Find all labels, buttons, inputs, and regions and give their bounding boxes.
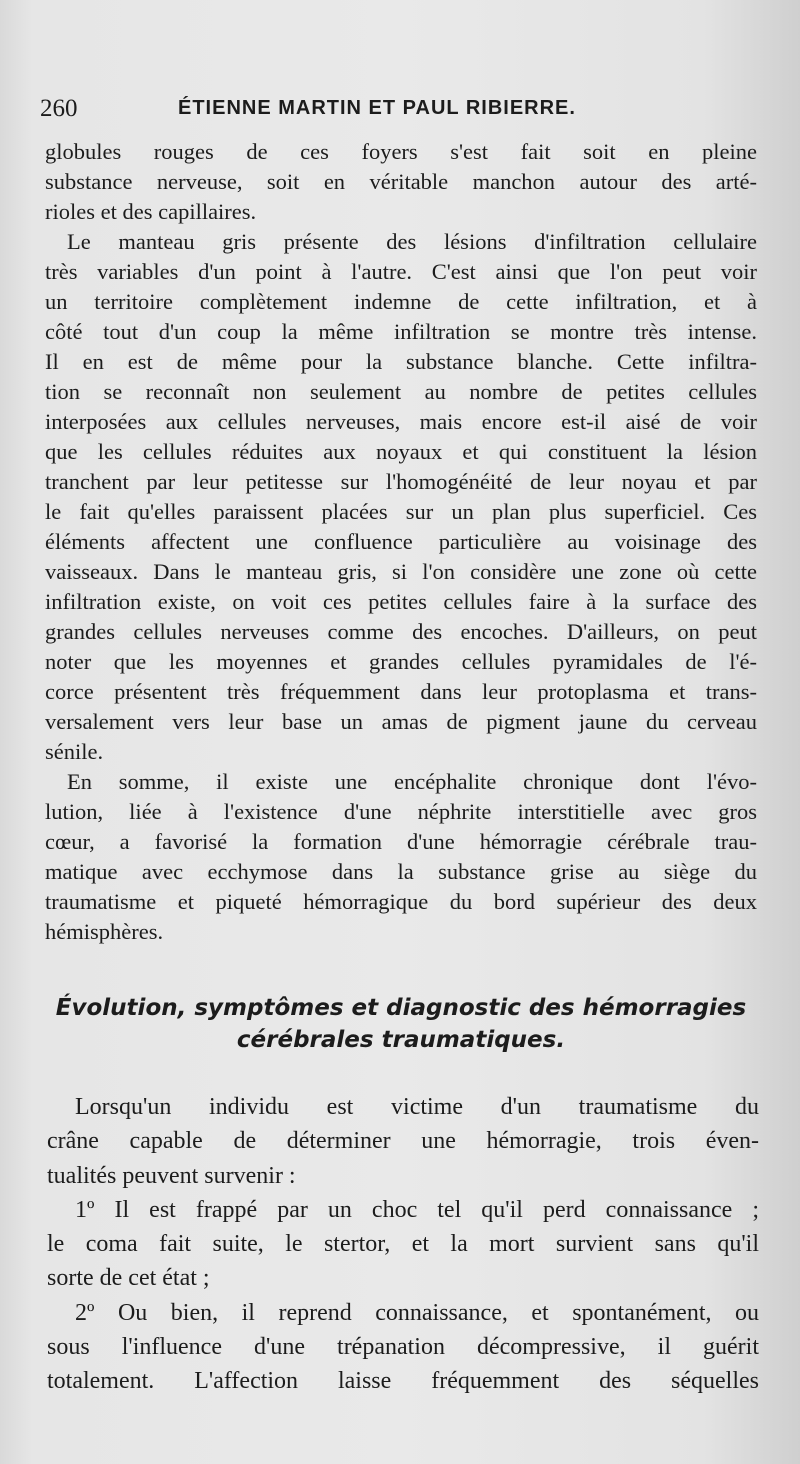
- body-text-top: [45, 137, 757, 947]
- text-line: hémisphères.: [45, 919, 164, 944]
- text-line: éléments affectent une confluence particulière au voisinage des: [45, 529, 757, 554]
- text-line: le fait qu'elles paraissent placées sur un plan plus superficiel. Ces: [45, 499, 757, 524]
- page-number: 260: [40, 95, 78, 122]
- text-line: sorte de cet état ;: [47, 1265, 210, 1292]
- text-line: le coma fait suite, le stertor, et la mort survient sans qu'il: [47, 1231, 759, 1258]
- text-line: tualités peuvent survenir :: [47, 1162, 296, 1189]
- text-line: totalement. L'affection laisse fréquemment des séquelles: [47, 1368, 759, 1395]
- section-title-line-2: cérébrales traumatiques.: [236, 1027, 566, 1053]
- section-title: [45, 992, 757, 1056]
- text-line: Il en est de même pour la substance blanche. Cette infiltra-: [45, 349, 757, 374]
- text-line: globules rouges de ces foyers s'est fait soit en pleine: [45, 139, 757, 164]
- text-line: sous l'influence d'une trépanation décompressive, il guérit: [47, 1334, 759, 1361]
- text-line: un territoire complètement indemne de cette infiltration, et à: [45, 289, 757, 314]
- text-line: En somme, il existe une encéphalite chronique dont l'évo-: [67, 769, 757, 794]
- text-line: 1º Il est frappé par un choc tel qu'il perd connaissance ;: [75, 1196, 759, 1223]
- text-line: tranchent par leur petitesse sur l'homogénéité de leur noyau et par: [45, 469, 757, 494]
- section-title-line-1: Évolution, symptômes et diagnostic des hémorragies: [55, 995, 747, 1021]
- text-line: substance nerveuse, soit en véritable manchon autour des arté-: [45, 169, 757, 194]
- text-line: côté tout d'un coup la même infiltration se montre très intense.: [45, 319, 757, 344]
- text-line: versalement vers leur base un amas de pigment jaune du cerveau: [45, 709, 757, 734]
- running-head: ÉTIENNE MARTIN ET PAUL RIBIERRE.: [178, 97, 576, 119]
- page-header: [40, 95, 760, 125]
- text-line: très variables d'un point à l'autre. C'est ainsi que l'on peut voir: [45, 259, 757, 284]
- text-line: tion se reconnaît non seulement au nombre de petites cellules: [45, 379, 757, 404]
- text-line: 2º Ou bien, il reprend connaissance, et spontanément, ou: [75, 1299, 759, 1326]
- text-line: matique avec ecchymose dans la substance grise au siège du: [45, 859, 757, 884]
- text-line: infiltration existe, on voit ces petites cellules faire à la surface des: [45, 589, 757, 614]
- text-line: noter que les moyennes et grandes cellules pyramidales de l'é-: [45, 649, 757, 674]
- text-line: rioles et des capillaires.: [45, 199, 257, 224]
- text-line: crâne capable de déterminer une hémorragie, trois éven-: [47, 1128, 759, 1155]
- text-line: corce présentent très fréquemment dans leur protoplasma et trans-: [45, 679, 757, 704]
- text-line: vaisseaux. Dans le manteau gris, si l'on considère une zone où cette: [45, 559, 757, 584]
- text-line: interposées aux cellules nerveuses, mais encore est-il aisé de voir: [45, 409, 757, 434]
- body-text-bottom: [47, 1090, 759, 1399]
- text-line: grandes cellules nerveuses comme des encoches. D'ailleurs, on peut: [45, 619, 757, 644]
- text-line: Lorsqu'un individu est victime d'un traumatisme du: [75, 1094, 759, 1120]
- text-line: que les cellules réduites aux noyaux et qui constituent la lésion: [45, 439, 757, 464]
- text-line: Le manteau gris présente des lésions d'infiltration cellulaire: [67, 229, 757, 254]
- text-line: lution, liée à l'existence d'une néphrite interstitielle avec gros: [45, 799, 757, 824]
- text-line: sénile.: [45, 739, 104, 764]
- text-line: traumatisme et piqueté hémorragique du bord supérieur des deux: [45, 889, 757, 914]
- text-line: cœur, a favorisé la formation d'une hémorragie cérébrale trau-: [45, 829, 757, 854]
